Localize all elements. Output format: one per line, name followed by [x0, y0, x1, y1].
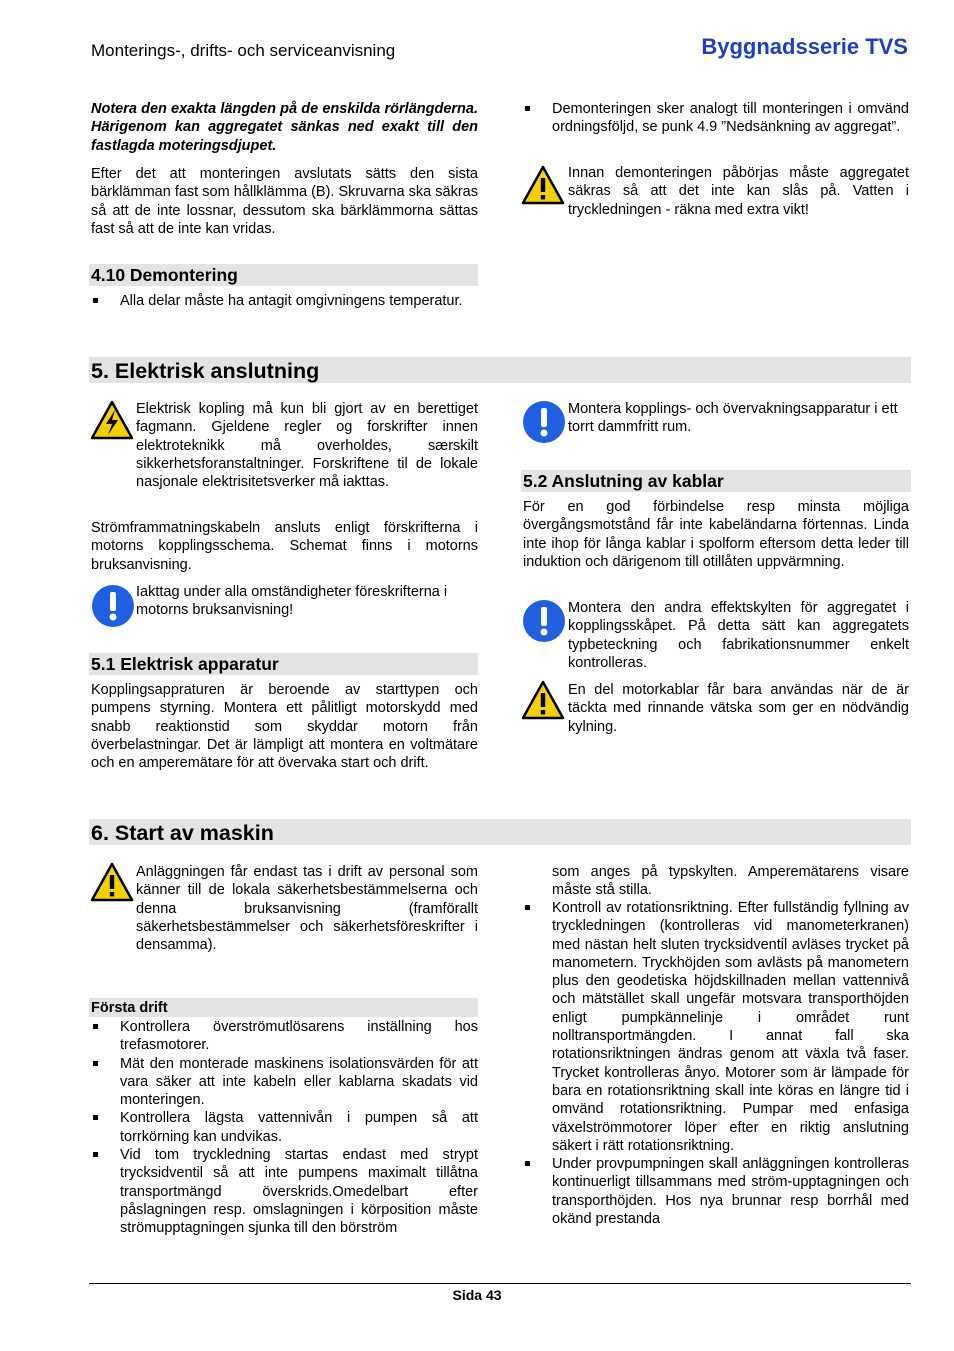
info-text: Montera den andra effektskylten för aggregatet i kopplingsskåpet. På detta sätt kan aggregatets typbeteckning och fabrikationsnummer enkelt kontrolleras. [568, 600, 909, 671]
list-item: Mät den monterade maskinens isolationsvärden för att vara säker att inte kabeln eller kablarna skadats vid monteringen. [91, 1055, 478, 1110]
apparatus-paragraph: Kopplingsappraturen är beroende av starttypen och pumpens styrning. Montera ett pålitligt motorskydd med snabb reaktionstid som skyddar motorn från överbelastningar. Det är lämpligt att montera en voltmätare och en amperemätare för att övervaka start och drift. [91, 682, 478, 772]
demontering-list [91, 292, 478, 310]
continued-text: som anges på typskylten. Amperemätarens visare måste stå stilla. [552, 864, 909, 899]
chapter-heading: 6. Start av maskin [89, 819, 911, 845]
footer-divider [89, 1283, 911, 1284]
section-heading: 4.10 Demontering [89, 264, 478, 286]
subsection-heading: Första drift [89, 998, 478, 1017]
list-item: Kontrollera överströmutlösarens inställning hos trefasmotorer. [91, 1018, 478, 1055]
section-heading: 5.1 Elektrisk apparatur [89, 653, 478, 675]
warning-text: Anläggningen får endast tas i drift av personal som känner till de lokala säkerhetsbestämmelserna och denna bruksanvisning (framförallt säkerhetsbestämmelser och säkerhetsföreskrifter i densamma). [136, 864, 478, 954]
chapter-heading: 5. Elektrisk anslutning [89, 357, 911, 383]
info-text: Montera kopplings- och övervakningsapparatur i ett torrt dammfritt rum. [568, 401, 898, 436]
info-text: Iakttag under alla omständigheter föreskrifterna i motorns bruksanvisning! [136, 584, 448, 619]
list-item: Vid tom tryckledning startas endast med strypt trycksidventil så att inte pumpens maximalt tillåtna transportmängd överskrids.Omedelbart efter påslagningen resp. omslagningen i körposition måste strömupptagningen sjunka till den börström [91, 1146, 478, 1237]
header-title: Monterings-, drifts- och serviceanvisning [91, 41, 396, 60]
electric-warning-text: Elektrisk kopling må kun bli gjort av en berettiget fagmann. Gjeldene regler og forskrifter innen elektroteknikk må overholdes, særskilt sikkerhetsforanstaltninger. Forskriftene til de lokale nasjonale elektrisitetsverker må iakttas. [136, 401, 478, 491]
header-series: Byggnadsserie TVS [701, 34, 908, 59]
start-checks-list [523, 899, 909, 1228]
electric-hazard-icon [90, 399, 134, 443]
warning-triangle-icon [521, 679, 565, 723]
list-item: Alla delar måste ha antagit omgivningens temperatur. [91, 292, 478, 310]
list-item: Under provpumpningen skall anläggningen kontrolleras kontinuerligt tillsammans med ström-upptagningen och transporthöjden. Hos nya brunnar resp borrhål med okänd prestanda [523, 1155, 909, 1228]
assembly-paragraph: Efter det att monteringen avslutats sätts den sista bärklämman fast som hållklämma (B). Skruvarna ska säkras så att de inte lossnar, dessutom ska bärklämmorna sättas fast så att de inte kan vridas. [91, 166, 478, 237]
info-exclamation-icon [522, 599, 566, 643]
list-item: Kontroll av rotationsriktning. Efter fullständig fyllning av tryckledningen (kontrolleras vid manometerkranen) med nästan helt sluten trycksidventil avläses trycket på manometern. Tryckhöjden som avlästs på manometern plus den geodetiska höjdskillnaden mellan vattennivå och mätstället skall ungefär motsvara transporthöjden enligt pumpkännelinje i området runt nolltransportmängden. I annat fall ska rotationsriktningen ändras genom att växla två faser. Trycket kontrolleras ånyo. Motorer som är lämpade för bara en rotationsriktning skall inte köras en längre tid i omvänd rotationsriktning. Pumpar med enfasiga växelströmmotorer löper efter en riktig anslutning säkert i rätt rotationsriktning. [523, 899, 909, 1155]
warning-triangle-icon [521, 164, 565, 208]
disassembly-list [523, 100, 909, 137]
page-number: Sida 43 [452, 1287, 502, 1303]
warning-text: Innan demonteringen påbörjas måste aggregatet säkras så att det inte kan slås på. Vatten i tryckledningen - räkna med extra vikt! [568, 165, 909, 218]
first-run-list [91, 1018, 478, 1238]
info-exclamation-icon [91, 584, 135, 628]
list-item: Kontrollera lägsta vattennivån i pumpen så att torrkörning kan undvikas. [91, 1109, 478, 1146]
warning-triangle-icon [90, 861, 134, 905]
electric-paragraph: Strömframmatningskabeln ansluts enligt förskrifterna i motorns kopplingsschema. Schemat finns i motorns bruksanvisning. [91, 520, 478, 573]
info-exclamation-icon [522, 400, 566, 444]
note-text: Notera den exakta längden på de enskilda rörlängderna. Härigenom kan aggregatet sänkas ned exakt till den fastlagda moteringsdjupet. [91, 101, 478, 154]
list-item: Demonteringen sker analogt till monteringen i omvänd ordningsföljd, se punk 4.9 ”Nedsänkning av aggregat”. [523, 100, 909, 137]
warning-text: En del motorkablar får bara användas när de är täckta med rinnande vätska som ger en nödvändig kylning. [568, 682, 909, 735]
section-heading: 5.2 Anslutning av kablar [521, 470, 911, 492]
cables-paragraph: För en god förbindelse resp minsta möjliga övergångsmotstånd får inte kabeländarna förtennas. Linda inte ihop för långa kablar i spolform eftersom detta leder till induktion och därigenom till otillåten uppvärmning. [523, 499, 909, 570]
